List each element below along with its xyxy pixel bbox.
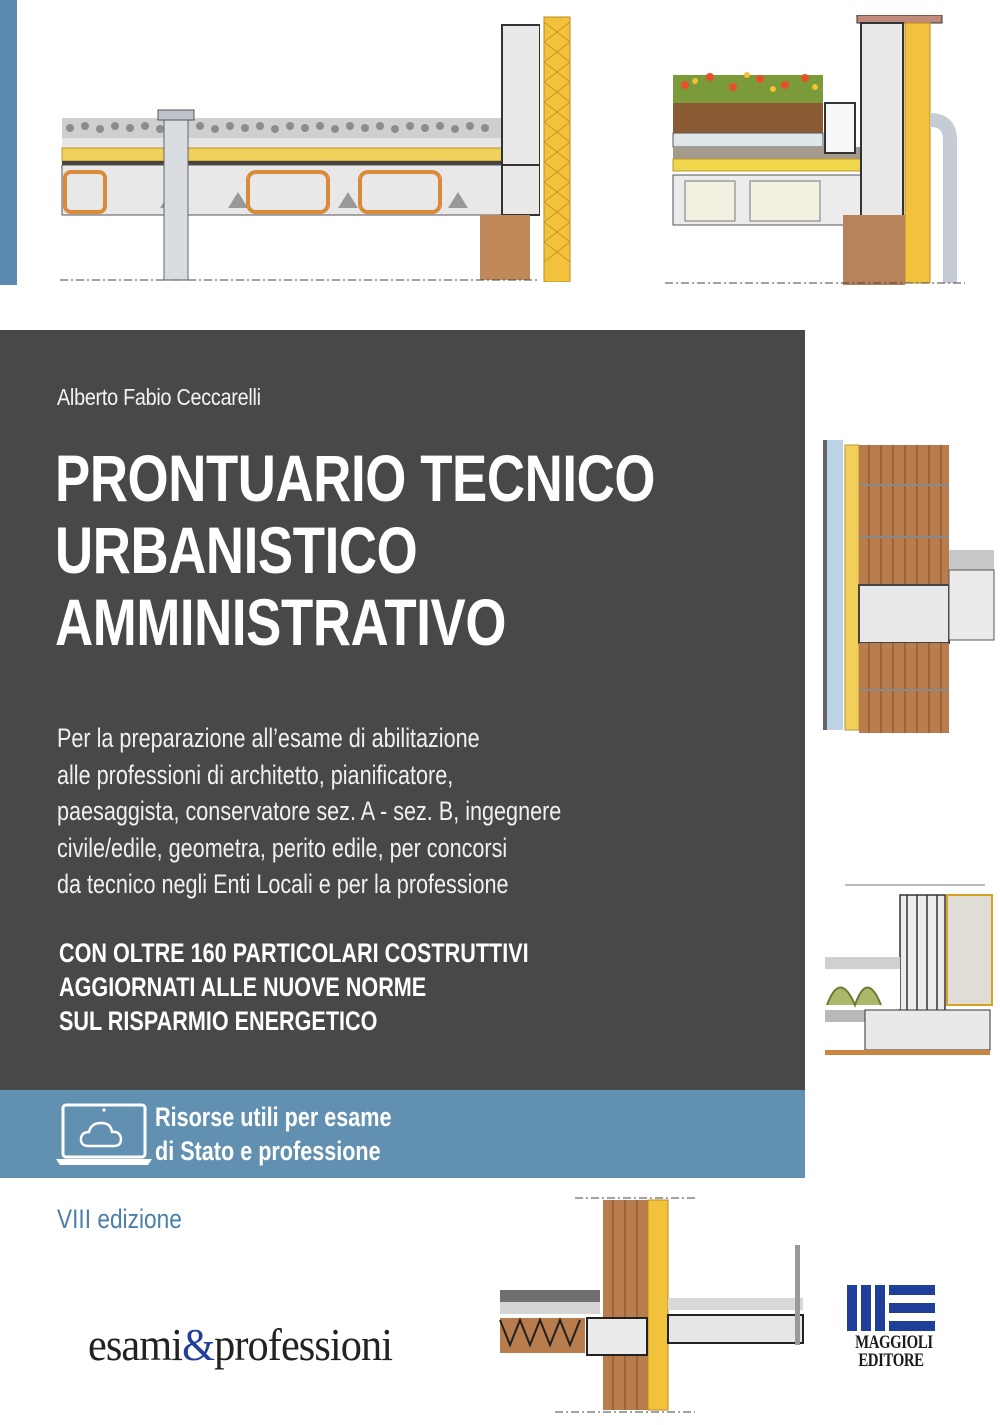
edition-label: VIII edizione	[57, 1204, 182, 1234]
flat-roof-gravel-section-illustration	[60, 10, 540, 290]
resources-line: di Stato e professione	[155, 1136, 381, 1166]
highlight-text	[59, 936, 529, 1038]
title-panel	[0, 330, 805, 1090]
book-title	[55, 442, 655, 658]
title-line: URBANISTICO	[55, 513, 418, 587]
highlight-line: CON OLTRE 160 PARTICOLARI COSTRUTTIVI	[59, 938, 529, 968]
series-logo	[88, 1318, 392, 1371]
publisher-mark-icon	[845, 1285, 937, 1331]
subtitle-line: alle professioni di architetto, pianificatore,	[57, 759, 454, 790]
publisher-name-line1: MAGGIOLI	[855, 1332, 933, 1353]
title-line: PRONTUARIO TECNICO	[55, 441, 655, 515]
subtitle-line: paesaggista, conservatore sez. A - sez. B, ingegnere	[57, 796, 562, 826]
subtitle-line: civile/edile, geometra, perito edile, per concorsi	[57, 832, 508, 863]
foundation-section-illustration	[815, 875, 995, 1055]
subtitle-line: da tecnico negli Enti Locali e per la professione	[57, 869, 509, 899]
resources-band	[0, 1090, 805, 1178]
resources-text	[155, 1100, 392, 1168]
subtitle-line: Per la preparazione all’esame di abilitazione	[57, 723, 480, 753]
publisher-name-line2: EDITORE	[858, 1350, 924, 1371]
resources-line: Risorse utili per esame	[155, 1102, 392, 1132]
series-logo-ampersand: &	[182, 1319, 215, 1370]
subtitle	[57, 720, 561, 903]
green-roof-section-illustration	[665, 15, 965, 285]
balcony-slab-section-illustration	[495, 1190, 815, 1420]
accent-stripe	[0, 0, 17, 285]
author-name: Alberto Fabio Ceccarelli	[57, 384, 261, 410]
title-line: AMMINISTRATIVO	[55, 585, 506, 659]
series-logo-part2: professioni	[214, 1319, 393, 1370]
ventilated-facade-section-illustration	[815, 435, 1000, 735]
series-logo-part1: esami	[88, 1319, 183, 1370]
highlight-line: SUL RISPARMIO ENERGETICO	[59, 1006, 378, 1036]
laptop-cloud-icon	[54, 1102, 154, 1168]
publisher-logo	[845, 1285, 937, 1370]
highlight-line: AGGIORNATI ALLE NUOVE NORME	[59, 972, 427, 1002]
wall-insulation-column	[542, 12, 577, 282]
